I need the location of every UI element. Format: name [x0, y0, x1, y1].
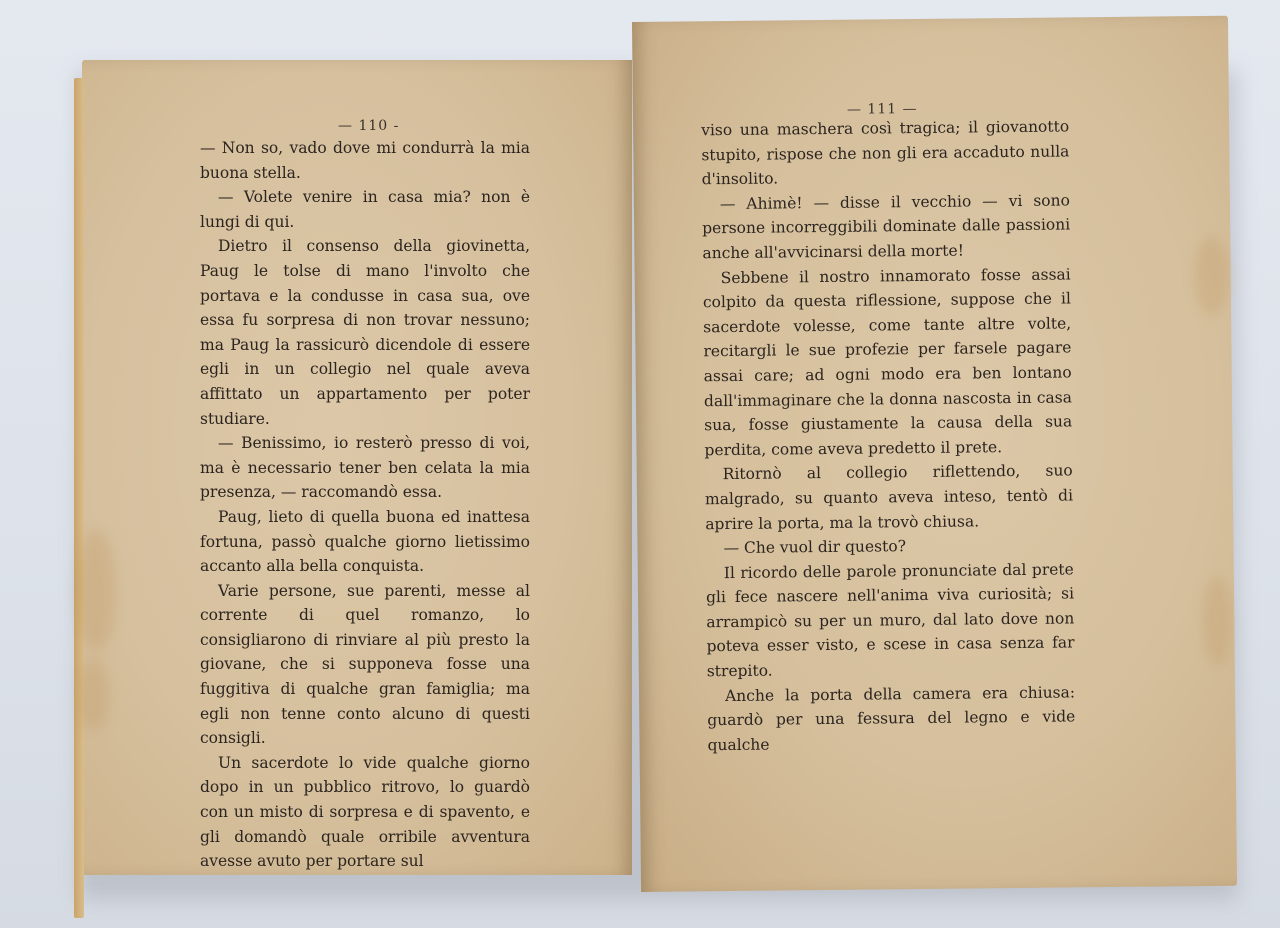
page-text [701, 114, 1076, 757]
paragraph: Anche la porta della camera era chiusa: guardò per una fessura del legno e vide qualche [707, 683, 1076, 755]
page-text [200, 136, 530, 874]
page-number: — 110 - [338, 118, 400, 134]
paragraph: Il ricordo delle parole pronunciate dal prete gli fece nascere nell'anima viva curiosità; si arrampicò su per un muro, dal lato dove non poteva esser visto, e scese in casa senza far strepito. [705, 560, 1075, 681]
paper-stain [1194, 236, 1229, 316]
paragraph: — Benissimo, io resterò presso di voi, ma è necessario tener ben celata la mia presenza, — raccomandò essa. [200, 434, 530, 502]
page-number: — 111 — [846, 101, 918, 118]
paragraph: — Volete venire in casa mia? non è lungi di qui. [200, 188, 530, 231]
paragraph: Varie persone, sue parenti, messe al corrente di quel romanzo, lo consigliarono di rinviare al più presto la giovane, che si supponeva fosse una fuggitiva di qualche gran famiglia; ma egli non tenne conto alcuno di questi consigli. [200, 581, 530, 748]
paragraph: Un sacerdote lo vide qualche giorno dopo in un pubblico ritrovo, lo guardò con un misto di sorpresa e di spavento, e gli domandò quale orribile avventura avesse avuto per portare sul [200, 753, 530, 871]
paragraph: — Ahimè! — disse il vecchio — vi sono persone incorreggibili dominate dalle passioni anche all'avvicinarsi della morte! [702, 191, 1071, 263]
right-page [632, 16, 1237, 892]
paper-stain [78, 660, 108, 730]
paragraph: — Che vuol dir questo? [723, 537, 907, 558]
paper-stain [1203, 576, 1232, 666]
paragraph: Sebbene il nostro innamorato fosse assai colpito da questa riflessione, suppose che il sacerdote volesse, come tante altre volte, recitargli le sue profezie per farsele pagare assai care; ad ogni modo era ben lontano dall'immaginare che la donna nascosta in casa sua, fosse giustamente la causa della sua perdita, come aveva predetto il prete. [702, 264, 1073, 459]
paragraph: Ritornò al collegio riflettendo, suo malgrado, su quanto aveva inteso, tentò di aprire la porta, ma la trovò chiusa. [704, 461, 1074, 533]
paragraph: viso una maschera così tragica; il giovanotto stupito, rispose che non gli era accaduto nulla d'insolito. [701, 117, 1070, 189]
paragraph: — Non so, vado dove mi condurrà la mia buona stella. [200, 139, 530, 182]
left-page [82, 60, 632, 875]
paragraph: Paug, lieto di quella buona ed inattesa fortuna, passò qualche giorno lietissimo accanto alla bella conquista. [200, 507, 530, 576]
paragraph: Dietro il consenso della giovinetta, Paug le tolse di mano l'involto che portava e la condusse in casa sua, ove essa fu sorpresa di non trovar nessuno; ma Paug la rassicurò dicendole di essere egli in un collegio nel quale aveva affittato un appartamento per poter studiare. [200, 237, 530, 428]
paper-stain [76, 530, 116, 650]
